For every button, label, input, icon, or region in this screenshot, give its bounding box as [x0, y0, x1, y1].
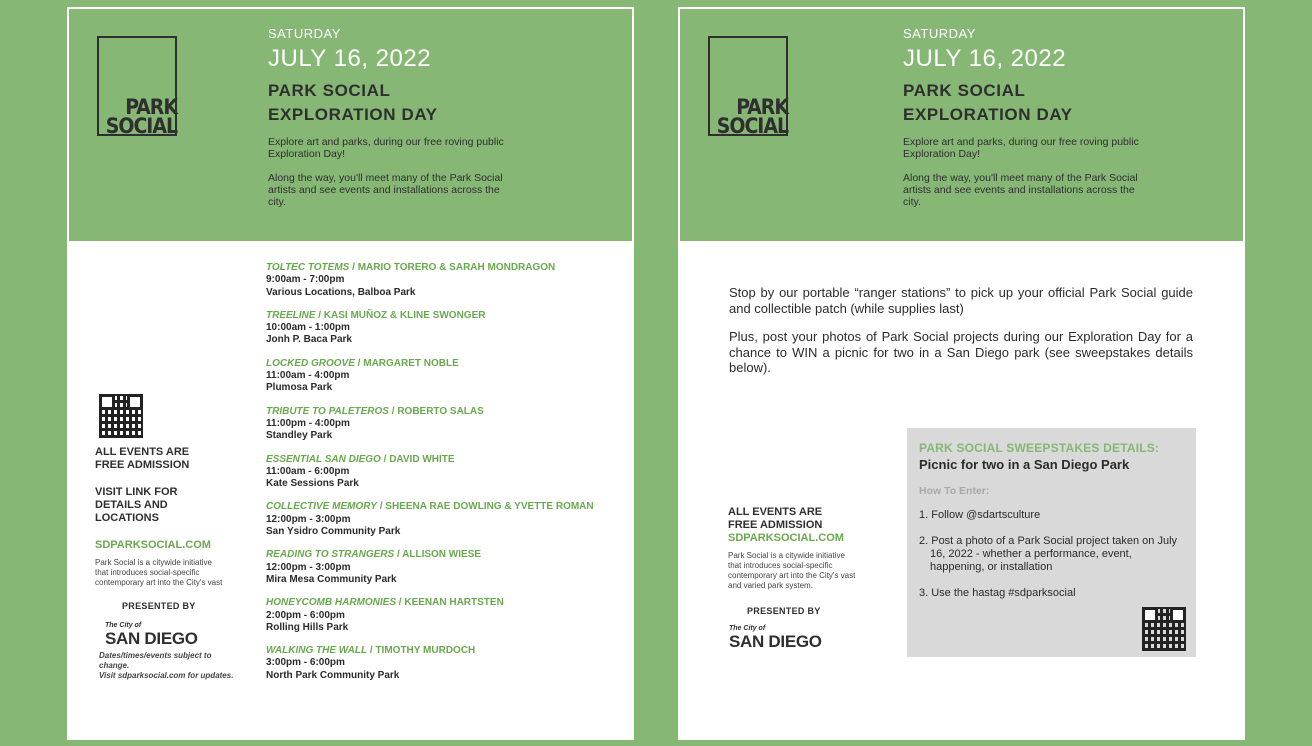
header-text [268, 26, 548, 208]
event-time: 12:00pm - 3:00pm [266, 561, 351, 573]
event-time: 11:00am - 6:00pm [266, 465, 350, 477]
event-title-line1: PARK SOCIAL [268, 81, 391, 100]
event-name: WALKING THE WALL [266, 645, 368, 657]
event-item: LOCKED GROOVE / MARGARET NOBLE 11:00am - 4:00pm Plumosa Park [266, 358, 606, 395]
park-social-logo [97, 36, 177, 136]
free-admission-line1: ALL EVENTS ARE [95, 446, 190, 458]
intro-paragraph-1: Explore art and parks, during our free roving public Exploration Day! [903, 136, 1139, 160]
sweepstakes-title: PARK SOCIAL SWEEPSTAKES DETAILS: [919, 441, 1160, 455]
event-location: North Park Community Park [266, 669, 400, 681]
event-artist: KEENAN HARTSTEN [404, 597, 504, 609]
entry-steps [919, 509, 1184, 600]
initiative-blurb: Park Social is a citywide initiative that introduces social-specific contemporary art into the City's vast and varied park system. [728, 551, 856, 590]
presented-by-label: PRESENTED BY [747, 606, 821, 616]
event-time: 9:00am - 7:00pm [266, 274, 345, 286]
event-name: LOCKED GROOVE [266, 357, 355, 369]
event-location: Mira Mesa Community Park [266, 573, 397, 585]
logo-line-park: PARK [125, 95, 177, 119]
event-location: Rolling Hills Park [266, 621, 349, 633]
ranger-paragraph-1: Stop by our portable “ranger stations” to pick up your official Park Social guide and collectible patch (while supplies last) [729, 285, 1193, 316]
intro-paragraph-2: Along the way, you'll meet many of the Park Social artists and see events and installations across the city. [903, 172, 1138, 208]
event-item: ESSENTIAL SAN DIEGO / DAVID WHITE 11:00am - 6:00pm Kate Sessions Park [266, 454, 606, 491]
event-name: READING TO STRANGERS [266, 549, 395, 561]
event-artist: MARIO TORERO & SARAH MONDRAGON [357, 262, 556, 273]
park-social-logo [708, 36, 788, 136]
free-admission-line2: FREE ADMISSION [728, 519, 823, 531]
san-diego-wordmark: SAN DIEGO [105, 629, 198, 648]
flyer-page-right [678, 7, 1245, 740]
disclaimer-link[interactable]: sdparksocial.com [117, 671, 186, 680]
qr-code-icon[interactable] [1142, 607, 1186, 651]
event-date: JULY 16, 2022 [268, 45, 432, 72]
free-admission-line1: ALL EVENTS ARE [728, 506, 823, 518]
event-item: READING TO STRANGERS / ALLISON WIESE 12:00pm - 3:00pm Mira Mesa Community Park [266, 549, 606, 586]
ranger-paragraph-2: Plus, post your photos of Park Social projects during our Exploration Day for a chance to WIN a picnic for two in a San Diego park (see sweepstakes details below). [729, 329, 1193, 375]
event-date: JULY 16, 2022 [903, 45, 1067, 72]
free-admission-line2: FREE ADMISSION [95, 459, 190, 471]
event-time: 12:00pm - 3:00pm [266, 513, 351, 525]
flyer-page-left [67, 7, 634, 740]
event-title-line1: PARK SOCIAL [903, 81, 1026, 100]
event-time: 11:00am - 4:00pm [266, 370, 350, 382]
visit-link-line3: LOCATIONS [95, 512, 159, 524]
event-item: TOLTEC TOTEMS / MARIO TORERO & SARAH MONDRAGON 9:00am - 7:00pm Various Locations, Balboa Park [266, 262, 606, 299]
event-location: Jonh P. Baca Park [266, 334, 352, 346]
visit-link-line1: VISIT LINK FOR [95, 486, 178, 498]
event-artist: MARGARET NOBLE [363, 357, 459, 369]
event-name: COLLECTIVE MEMORY [266, 501, 377, 513]
event-location: Plumosa Park [266, 382, 333, 394]
header-banner [680, 9, 1243, 241]
disclaimer-line2: Visit sdparksocial.com for updates. [99, 671, 234, 680]
intro-paragraph-1: Explore art and parks, during our free roving public Exploration Day! [268, 136, 504, 160]
event-day: SATURDAY [903, 26, 976, 41]
header-text [903, 26, 1183, 208]
event-time: 11:00pm - 4:00pm [266, 417, 350, 429]
intro-paragraph-2: Along the way, you'll meet many of the Park Social artists and see events and installations across the city. [268, 172, 503, 208]
visit-link-line2: DETAILS AND [95, 499, 168, 511]
event-location: Various Locations, Balboa Park [266, 286, 416, 298]
disclaimer-line1: Dates/times/events subject to change. [99, 651, 212, 670]
how-to-enter-label: How To Enter: [919, 485, 990, 497]
event-name: TRIBUTE TO PALETEROS [266, 405, 389, 417]
logo-line-park: PARK [736, 95, 788, 119]
event-location: Standley Park [266, 430, 333, 442]
event-title-line2: EXPLORATION DAY [903, 105, 1073, 124]
initiative-blurb: Park Social is a citywide initiative that introduces social-specific contemporary art into the City's vast [95, 558, 223, 587]
sweepstakes-panel [907, 428, 1196, 657]
event-name: ESSENTIAL SAN DIEGO [266, 453, 381, 465]
ranger-station-text [729, 285, 1193, 389]
event-name: TOLTEC TOTEMS [266, 262, 350, 273]
event-time: 2:00pm - 6:00pm [266, 609, 345, 621]
logo-line-social: SOCIAL [716, 114, 788, 138]
event-artist: ALLISON WIESE [402, 549, 482, 561]
entry-step: 2. Post a photo of a Park Social project taken on July 16, 2022 - whether a performance, event, happening, or installation [919, 535, 1178, 573]
disclaimer [95, 651, 235, 681]
event-item: COLLECTIVE MEMORY / SHEENA RAE DOWLING & YVETTE ROMAN 12:00pm - 3:00pm San Ysidro Community Park [266, 501, 606, 538]
event-time: 10:00am - 1:00pm [266, 322, 350, 334]
event-name: HONEYCOMB HARMONIES [266, 597, 397, 609]
event-artist: KASI MUÑOZ & KLINE SWONGER [323, 309, 486, 321]
entry-step: 1. Follow @sdartsculture [919, 509, 1041, 521]
event-item: HONEYCOMB HARMONIES / KEENAN HARTSTEN 2:00pm - 6:00pm Rolling Hills Park [266, 597, 606, 634]
header-banner [69, 9, 632, 241]
event-time: 3:00pm - 6:00pm [266, 657, 345, 669]
city-of-label: The City of [729, 625, 766, 632]
event-item: TRIBUTE TO PALETEROS / ROBERTO SALAS 11:00pm - 4:00pm Standley Park [266, 406, 606, 443]
san-diego-logo [95, 619, 235, 648]
qr-code-icon[interactable] [99, 394, 143, 438]
event-list [266, 262, 606, 693]
san-diego-wordmark: SAN DIEGO [729, 632, 822, 651]
event-item: WALKING THE WALL / TIMOTHY MURDOCH 3:00pm - 6:00pm North Park Community Park [266, 645, 606, 682]
website-link[interactable]: SDPARKSOCIAL.COM [95, 539, 211, 551]
presented-by-label: PRESENTED BY [122, 601, 196, 611]
san-diego-logo [728, 622, 868, 651]
event-title-line2: EXPLORATION DAY [268, 105, 438, 124]
event-location: San Ysidro Community Park [266, 526, 401, 538]
city-of-label: The City of [105, 622, 142, 629]
logo-line-social: SOCIAL [105, 114, 177, 138]
event-artist: DAVID WHITE [389, 453, 455, 465]
sweepstakes-subtitle: Picnic for two in a San Diego Park [919, 457, 1130, 472]
event-location: Kate Sessions Park [266, 478, 359, 490]
event-name: TREELINE [266, 309, 316, 321]
entry-step: 3. Use the hastag #sdparksocial [919, 587, 1076, 599]
event-item: TREELINE / KASI MUÑOZ & KLINE SWONGER 10:00am - 1:00pm Jonh P. Baca Park [266, 310, 606, 347]
event-artist: ROBERTO SALAS [397, 405, 484, 417]
event-artist: SHEENA RAE DOWLING & YVETTE ROMAN [385, 501, 594, 513]
event-artist: TIMOTHY MURDOCH [375, 645, 476, 657]
website-link[interactable]: SDPARKSOCIAL.COM [728, 532, 844, 544]
event-day: SATURDAY [268, 26, 341, 41]
right-sidebar [728, 506, 868, 651]
left-sidebar [95, 446, 235, 681]
